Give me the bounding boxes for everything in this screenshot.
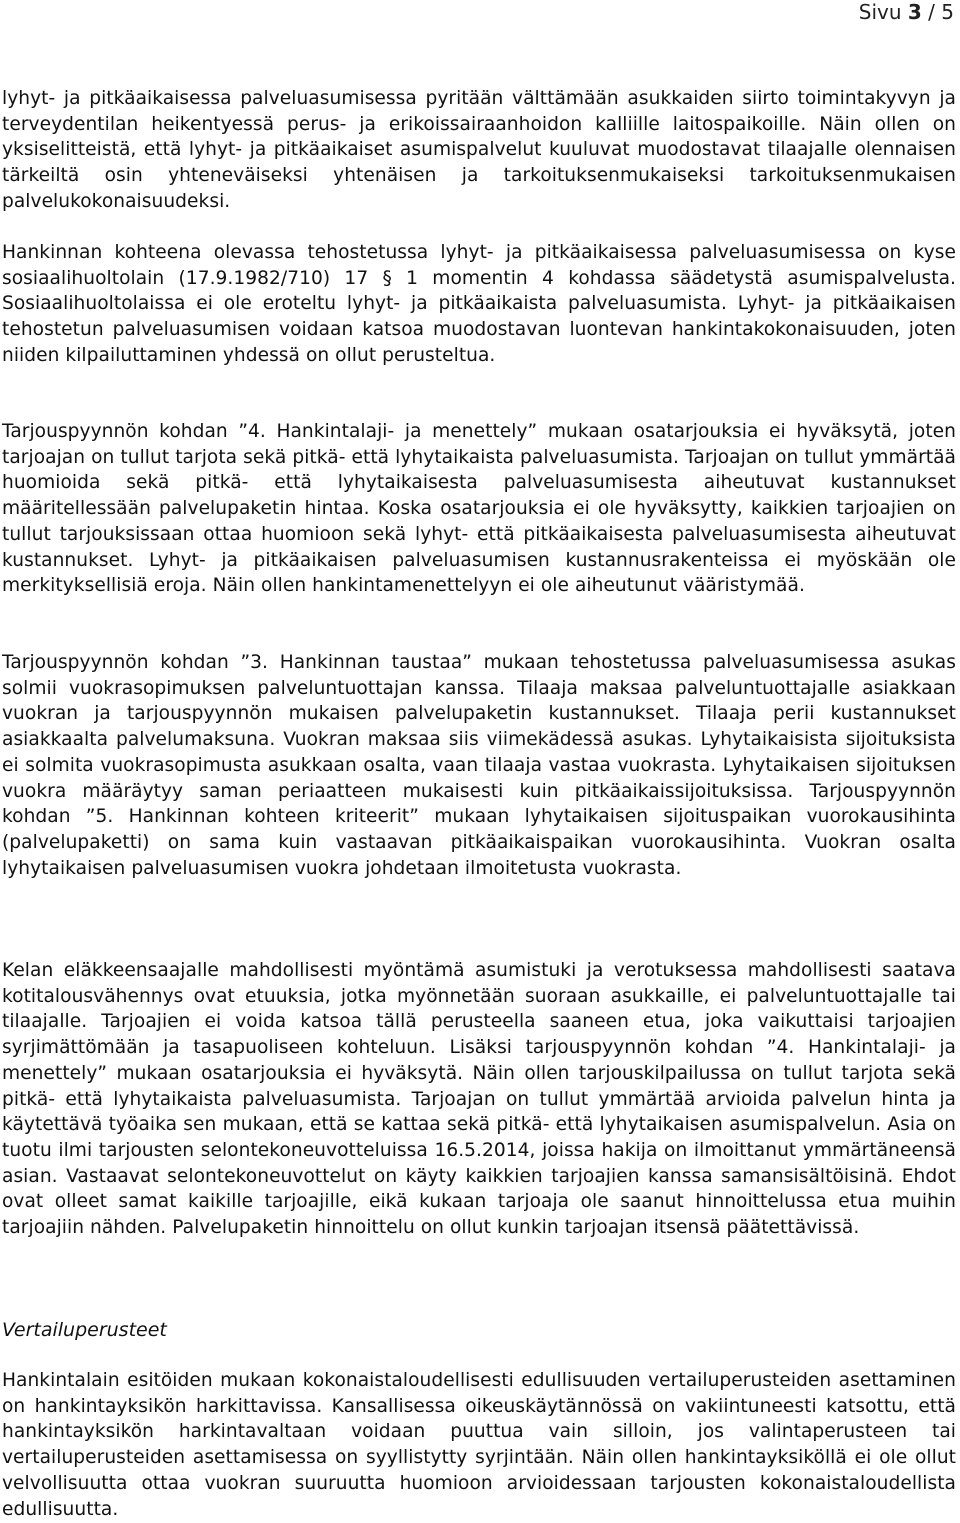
paragraph-5: Kelan eläkkeensaajalle mahdollisesti myöntämä asumistuki ja verotuksessa mahdollisesti saatava kotitalousvähennys ovat etuuksia, jotka myönnetään suoraan asukkaille, ei palveluntuottajalle tai tilaajalle. Tarjoajien ei voida katsoa tällä perusteella saaneen etua, joka vaikuttaisi tarjoajien syrjimättömään ja tasapuoliseen kohteluun. Lisäksi tarjouspyynnön kohdan ”4. Hankintalaji- ja menettely” mukaan osatarjouksia ei hyväksytä. Näin ollen tarjouskilpailussa on tullut tarjota sekä pitkä- että lyhytaikaista palveluasumista. Tarjoajan on tullut ymmärtää arvioida palvelun hinta ja käytettävä työaika sen mukaan, että se kattaa sekä pitkä- että lyhytaikaisen asumispalvelun. Asia on tuotu ilmi tarjousten selontekoneuvotteluissa 16.5.2014, joissa hakija on ilmoittanut ymmärtäneensä asian. Vastaavat selontekoneuvottelut on käyty kaikkien tarjoajien kanssa samansisältöisinä. Ehdot ovat olleet samat kaikille tarjoajille, eikä kukaan tarjoaja ole saanut hinnoittelussa etua muihin tarjoajiin nähden. Palvelupaketin hinnoittelu on ollut kunkin tarjoajan itsensä päätettävissä.: [2, 960, 956, 1239]
paragraph-1: lyhyt- ja pitkäaikaisessa palveluasumisessa pyritään välttämään asukkaiden siirto toimintakyvyn ja terveydentilan heikentyessä perus- ja erikoissairaanhoidon kalliille laitospaikoille. Näin ollen on yksiselitteistä, että lyhyt- ja pitkäaikaiset asumispalvelut kuuluvat muodostavat tilaajalle olennaisen tärkeiltä osin yhteneväiseksi yhtenäisen ja tarkoituksenmukaiseksi tarkoituksenmukaisen palvelukokonaisuudeksi.: [2, 88, 956, 212]
paragraph-3: Tarjouspyynnön kohdan ”4. Hankintalaji- ja menettely” mukaan osatarjouksia ei hyväksytä, joten tarjoajan on tullut tarjota sekä pitkä- että lyhytaikaista palveluasumista. Tarjoajan on tullut ymmärtää huomioida sekä pitkä- että lyhytaikaisesta palveluasumisesta aiheutuvat kustannukset määritellessään palvelupaketin hintaa. Koska osatarjouksia ei ole hyväksytty, kaikkien tarjoajien on tullut tarjouksissaan ottaa huomioon sekä lyhyt- että pitkäaikaisesta palveluasumisesta aiheutuvat kustannukset. Lyhyt- ja pitkäaikaisen palveluasumisen kustannusrakenteissa ei myöskään ole merkityksellisiä eroja. Näin ollen hankintamenettelyyn ei ole aiheutunut vääristymää.: [2, 421, 956, 597]
page-separator: /: [921, 0, 942, 24]
total-page-number: 5: [941, 0, 954, 24]
section-heading: Vertailuperusteet: [2, 1319, 167, 1341]
current-page-number: 3: [907, 0, 922, 24]
paragraph-2: Hankinnan kohteena olevassa tehostetussa lyhyt- ja pitkäaikaisessa palveluasumisessa on kyse sosiaalihuoltolain (17.9.1982/710) 17 § 1 momentin 4 kohdassa säädetystä asumispalvelusta. Sosiaalihuoltolaissa ei ole eroteltu lyhyt- ja pitkäaikaista palveluasumista. Lyhyt- ja pitkäaikaisen tehostetun palveluasumisen voidaan katsoa muodostavan luontevan hankintakokonaisuuden, joten niiden kilpailuttaminen yhdessä on ollut perusteltua.: [2, 242, 956, 366]
paragraph-6: Hankintalain esitöiden mukaan kokonaistaloudellisesti edullisuuden vertailuperusteiden asettaminen on hankintayksikön harkittavissa. Kansallisessa oikeuskäytännössä on vakiintuneesti katsottu, että hankintayksikön harkintavaltaan voidaan puuttua vain silloin, jos valintaperusteen tai vertailuperusteiden asettamisessa on syyllistytty syrjintään. Näin ollen hankintayksiköllä ei ole ollut velvollisuutta ottaa vuokran suuruutta huomioon arvioidessaan tarjousten kokonaistaloudellista edullisuutta.: [2, 1370, 956, 1520]
page-label: Sivu: [858, 0, 908, 24]
page-number-header: [859, 0, 954, 24]
paragraph-4: Tarjouspyynnön kohdan ”3. Hankinnan taustaa” mukaan tehostetussa palveluasumisessa asukas solmii vuokrasopimuksen palveluntuottajan kanssa. Tilaaja maksaa palveluntuottajalle asiakkaan vuokran ja tarjouspyynnön mukaisen palvelupaketin kustannukset. Tilaaja perii kustannukset asiakkaalta palvelumaksuna. Vuokran maksaa siis viimekädessä asukas. Lyhytaikaisista sijoituksista ei solmita vuokrasopimusta asukkaan osalta, vaan tilaaja vastaa vuokrasta. Lyhytaikaisen sijoituksen vuokra määräytyy saman periaatteen mukaisesti kuin pitkäaikaissijoituksissa. Tarjouspyynnön kohdan ”5. Hankinnan kohteen kriteerit” mukaan lyhytaikaisen sijoituspaikan vuorokausihinta (palvelupaketti) on sama kuin vastaavan pitkäaikaispaikan vuorokausihinta. Vuokran osalta lyhytaikaisen palveluasumisen vuokra johdetaan ilmoitetusta vuokrasta.: [2, 652, 956, 879]
